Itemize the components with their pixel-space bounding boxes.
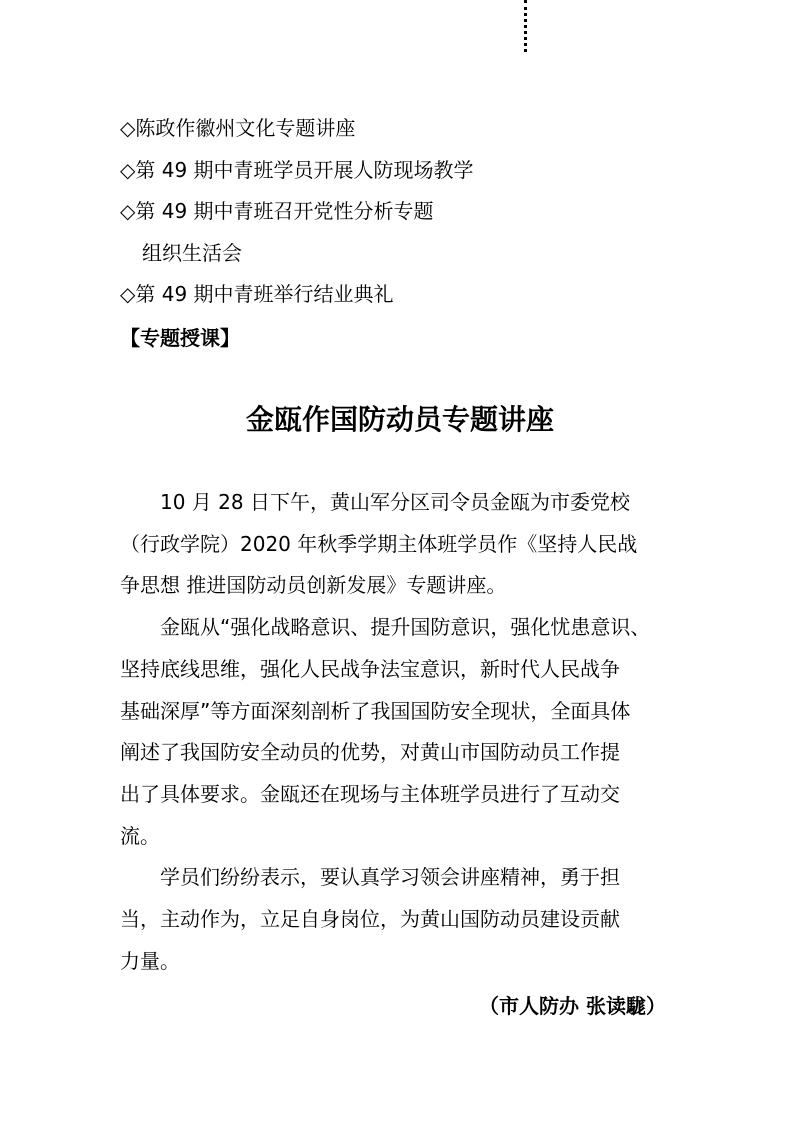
toc-item-text: 组织生活会 [142,240,242,265]
text-line: 出了具体要求。金瓯还在现场与主体班学员进行了互动交 [120,781,620,806]
text-line: 阐述了我国防安全动员的优势，对黄山市国防动员工作提 [120,740,620,765]
text-line: 坚持底线思维，强化人民战争法宝意识，新时代人民战争 [120,656,620,681]
toc-item-continuation [120,233,720,275]
toc-item-text: 陈政作徽州文化专题讲座 [135,116,356,140]
text-line: 争思想 推进国防动员创新发展》专题讲座。 [120,573,507,598]
table-of-contents [120,108,720,316]
article-title: 金瓯作国防动员专题讲座 [245,403,554,436]
paragraph [120,607,690,857]
toc-item [120,191,720,233]
section-header: 【专题授课】 [120,326,240,350]
toc-item [120,150,720,192]
article-body [120,482,690,982]
text-line: 力量。 [120,948,180,973]
diamond-icon: ◇ [120,116,136,140]
diamond-icon: ◇ [120,157,136,182]
text-line: （行政学院）2020 年秋季学期主体班学员作《坚持人民战 [120,531,638,556]
toc-item-text: 第 49 期中青班举行结业典礼 [135,282,394,306]
diamond-icon: ◇ [120,282,136,306]
dotted-separator [524,0,527,52]
paragraph [120,482,690,607]
toc-item [120,274,720,316]
text-line: 10 月 28 日下午，黄山军分区司令员金瓯为市委党校 [120,490,630,514]
byline: （市人防办 张读駹） [479,994,666,1018]
paragraph [120,857,690,982]
diamond-icon: ◇ [120,199,136,223]
toc-item-text: 第 49 期中青班召开党性分析专题 [135,199,434,223]
toc-item-text: 第 49 期中青班学员开展人防现场教学 [135,157,474,182]
text-line: 金瓯从“强化战略意识、提升国防意识，强化忧患意识、 [120,615,651,640]
text-line: 学员们纷纷表示，要认真学习领会讲座精神，勇于担 [120,865,620,890]
text-line: 基础深厚”等方面深刻剖析了我国国防安全现状，全面具体 [120,698,631,723]
text-line: 流。 [120,823,160,848]
toc-item [120,108,720,150]
text-line: 当，主动作为，立足自身岗位，为黄山国防动员建设贡献 [120,907,620,932]
